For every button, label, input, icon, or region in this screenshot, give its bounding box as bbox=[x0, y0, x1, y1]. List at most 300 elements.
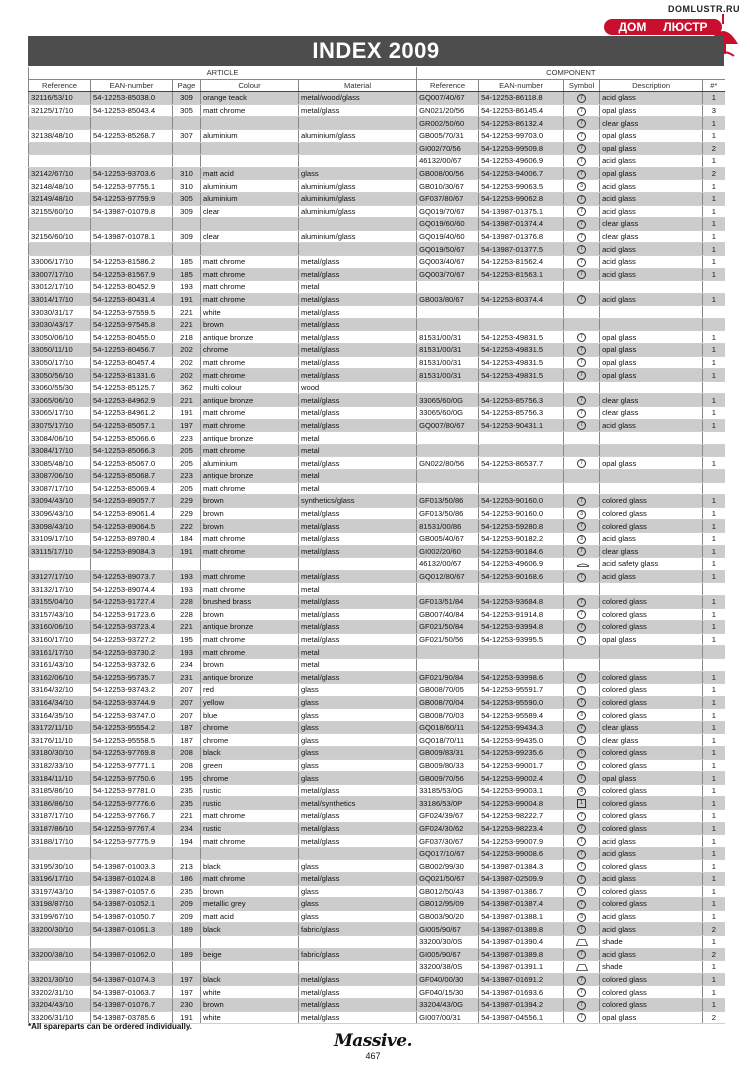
component-quantity: 1 bbox=[703, 293, 725, 306]
article-reference: 33030/31/17 bbox=[29, 306, 91, 319]
component-symbol bbox=[564, 381, 600, 394]
table-row bbox=[29, 759, 725, 772]
article-reference: 32125/17/10 bbox=[29, 104, 91, 117]
table-row bbox=[29, 961, 725, 974]
article-reference: 33087/17/10 bbox=[29, 482, 91, 495]
table-row bbox=[29, 570, 725, 583]
component-ean: 54-13987-01394.2 bbox=[479, 998, 564, 1011]
article-material bbox=[299, 961, 417, 974]
article-colour: black bbox=[201, 923, 299, 936]
component-description bbox=[600, 470, 703, 483]
component-description: colored glass bbox=[600, 621, 703, 634]
article-material: glass bbox=[299, 898, 417, 911]
article-ean: 54-13987-01061.3 bbox=[91, 923, 173, 936]
article-ean bbox=[91, 935, 173, 948]
article-reference: 33155/04/10 bbox=[29, 595, 91, 608]
component-symbol bbox=[564, 432, 600, 445]
component-reference: GQ018/60/11 bbox=[417, 721, 479, 734]
article-colour: green bbox=[201, 759, 299, 772]
component-ean: 54-12253-49831.5 bbox=[479, 356, 564, 369]
component-description: acid glass bbox=[600, 835, 703, 848]
article-page bbox=[173, 243, 201, 256]
article-material bbox=[299, 935, 417, 948]
page-number: 467 bbox=[365, 1051, 381, 1061]
component-symbol bbox=[564, 709, 600, 722]
component-symbol bbox=[564, 507, 600, 520]
component-quantity bbox=[703, 306, 725, 319]
circle-symbol-icon: 7 bbox=[577, 333, 586, 342]
component-quantity: 1 bbox=[703, 218, 725, 231]
component-reference bbox=[417, 646, 479, 659]
component-quantity bbox=[703, 281, 725, 294]
component-reference bbox=[417, 432, 479, 445]
table-row bbox=[29, 432, 725, 445]
article-colour bbox=[201, 155, 299, 168]
article-ean: 54-12253-91723.6 bbox=[91, 608, 173, 621]
article-reference bbox=[29, 218, 91, 231]
article-page: 205 bbox=[173, 482, 201, 495]
article-reference: 33204/43/10 bbox=[29, 998, 91, 1011]
article-reference: 33195/30/10 bbox=[29, 860, 91, 873]
circle-symbol-icon: 7 bbox=[577, 459, 586, 468]
article-page: 234 bbox=[173, 822, 201, 835]
circle-symbol-icon: 7 bbox=[577, 522, 586, 531]
article-material bbox=[299, 243, 417, 256]
component-ean: 54-12253-90431.1 bbox=[479, 419, 564, 432]
article-ean: 54-12253-89057.7 bbox=[91, 495, 173, 508]
article-colour bbox=[201, 218, 299, 231]
component-symbol bbox=[564, 621, 600, 634]
article-colour: yellow bbox=[201, 696, 299, 709]
article-material: metal/glass bbox=[299, 973, 417, 986]
circle-symbol-icon: 7 bbox=[577, 547, 586, 556]
article-material: metal/glass bbox=[299, 407, 417, 420]
component-quantity: 1 bbox=[703, 961, 725, 974]
article-reference: 33164/32/10 bbox=[29, 684, 91, 697]
component-quantity: 1 bbox=[703, 255, 725, 268]
component-ean: 54-12253-80374.4 bbox=[479, 293, 564, 306]
article-material: aluminium/glass bbox=[299, 129, 417, 142]
component-description bbox=[600, 658, 703, 671]
component-description: acid glass bbox=[600, 293, 703, 306]
article-material: glass bbox=[299, 910, 417, 923]
component-ean: 54-12253-90160.0 bbox=[479, 507, 564, 520]
article-reference: 33030/43/17 bbox=[29, 318, 91, 331]
col-header-colour: Colour bbox=[201, 79, 299, 92]
circle-symbol-icon: 7 bbox=[577, 207, 586, 216]
component-description: clear glass bbox=[600, 394, 703, 407]
article-ean: 54-12253-93730.2 bbox=[91, 646, 173, 659]
article-reference: 33127/17/10 bbox=[29, 570, 91, 583]
component-description: acid glass bbox=[600, 192, 703, 205]
component-reference: GB009/80/33 bbox=[417, 759, 479, 772]
component-ean: 54-12253-49831.5 bbox=[479, 331, 564, 344]
article-colour: black bbox=[201, 973, 299, 986]
component-quantity: 1 bbox=[703, 205, 725, 218]
component-reference: GF021/50/84 bbox=[417, 621, 479, 634]
component-ean: 54-12253-99235.6 bbox=[479, 747, 564, 760]
table-row bbox=[29, 104, 725, 117]
article-reference: 32142/67/10 bbox=[29, 167, 91, 180]
component-quantity bbox=[703, 318, 725, 331]
article-page: 222 bbox=[173, 520, 201, 533]
component-quantity: 1 bbox=[703, 344, 725, 357]
component-symbol bbox=[564, 684, 600, 697]
article-colour: white bbox=[201, 986, 299, 999]
article-page: 202 bbox=[173, 356, 201, 369]
component-quantity bbox=[703, 482, 725, 495]
article-colour: chrome bbox=[201, 734, 299, 747]
article-ean bbox=[91, 218, 173, 231]
article-material: glass bbox=[299, 885, 417, 898]
article-material: metal/glass bbox=[299, 1011, 417, 1024]
article-colour: rustic bbox=[201, 797, 299, 810]
article-page: 309 bbox=[173, 205, 201, 218]
article-material: metal/glass bbox=[299, 532, 417, 545]
article-reference bbox=[29, 243, 91, 256]
article-material: metal/glass bbox=[299, 331, 417, 344]
component-symbol bbox=[564, 205, 600, 218]
circle-symbol-icon: 7 bbox=[577, 900, 586, 909]
table-row bbox=[29, 532, 725, 545]
table-row bbox=[29, 973, 725, 986]
article-ean bbox=[91, 558, 173, 571]
article-page: 189 bbox=[173, 923, 201, 936]
article-page: 235 bbox=[173, 885, 201, 898]
circle-symbol-icon: 7 bbox=[577, 925, 586, 934]
article-reference: 32155/60/10 bbox=[29, 205, 91, 218]
article-ean: 54-12253-85125.7 bbox=[91, 381, 173, 394]
col-header-component-reference: Reference bbox=[417, 79, 479, 92]
component-description: clear glass bbox=[600, 117, 703, 130]
col-header-quantity: #* bbox=[703, 79, 725, 92]
article-page: 228 bbox=[173, 608, 201, 621]
article-colour bbox=[201, 935, 299, 948]
component-ean: 54-12253-81563.1 bbox=[479, 268, 564, 281]
article-ean: 54-12253-81331.6 bbox=[91, 369, 173, 382]
circle-symbol-icon: 7 bbox=[577, 258, 586, 267]
table-row bbox=[29, 318, 725, 331]
component-quantity: 1 bbox=[703, 998, 725, 1011]
col-header-page: Page bbox=[173, 79, 201, 92]
circle-symbol-icon: 7 bbox=[577, 761, 586, 770]
component-symbol bbox=[564, 948, 600, 961]
component-reference: GI002/20/60 bbox=[417, 545, 479, 558]
article-reference: 33206/31/10 bbox=[29, 1011, 91, 1024]
article-ean: 54-12253-85268.7 bbox=[91, 129, 173, 142]
article-ean: 54-12253-85066.6 bbox=[91, 432, 173, 445]
article-ean: 54-12253-85067.0 bbox=[91, 457, 173, 470]
index-table-body bbox=[29, 92, 725, 1024]
square-symbol-icon: 1 bbox=[577, 799, 586, 808]
component-reference: GF013/50/86 bbox=[417, 507, 479, 520]
circle-symbol-icon: 3 bbox=[577, 510, 586, 519]
component-reference: GF024/39/67 bbox=[417, 810, 479, 823]
article-material bbox=[299, 155, 417, 168]
article-material: metal/glass bbox=[299, 293, 417, 306]
article-material bbox=[299, 847, 417, 860]
table-row bbox=[29, 218, 725, 231]
component-symbol bbox=[564, 394, 600, 407]
article-material: metal bbox=[299, 646, 417, 659]
component-quantity bbox=[703, 658, 725, 671]
article-ean bbox=[91, 155, 173, 168]
component-symbol bbox=[564, 734, 600, 747]
component-reference: GI002/70/56 bbox=[417, 142, 479, 155]
circle-symbol-icon: 7 bbox=[577, 421, 586, 430]
component-quantity: 1 bbox=[703, 621, 725, 634]
table-row bbox=[29, 986, 725, 999]
article-reference bbox=[29, 117, 91, 130]
component-reference: GB008/70/04 bbox=[417, 696, 479, 709]
component-reference: GI005/90/67 bbox=[417, 948, 479, 961]
component-quantity bbox=[703, 432, 725, 445]
article-page: 208 bbox=[173, 747, 201, 760]
circle-symbol-icon: 7 bbox=[577, 195, 586, 204]
component-symbol bbox=[564, 255, 600, 268]
article-material: metal/glass bbox=[299, 595, 417, 608]
component-description: colored glass bbox=[600, 784, 703, 797]
component-description: colored glass bbox=[600, 822, 703, 835]
component-description: opal glass bbox=[600, 331, 703, 344]
article-colour: matt chrome bbox=[201, 419, 299, 432]
circle-symbol-icon: 7 bbox=[577, 749, 586, 758]
article-reference: 33065/17/10 bbox=[29, 407, 91, 420]
component-reference bbox=[417, 281, 479, 294]
component-quantity: 1 bbox=[703, 369, 725, 382]
article-material: glass bbox=[299, 721, 417, 734]
component-ean: 54-13987-01389.8 bbox=[479, 948, 564, 961]
article-ean: 54-12253-85038.0 bbox=[91, 92, 173, 105]
article-ean: 54-13987-01050.7 bbox=[91, 910, 173, 923]
article-page: 207 bbox=[173, 696, 201, 709]
circle-symbol-icon: 7 bbox=[577, 976, 586, 985]
component-description: colored glass bbox=[600, 759, 703, 772]
component-reference: GQ007/80/67 bbox=[417, 419, 479, 432]
table-row bbox=[29, 129, 725, 142]
component-reference: 46132/00/67 bbox=[417, 558, 479, 571]
table-row bbox=[29, 772, 725, 785]
article-colour: matt acid bbox=[201, 167, 299, 180]
table-row bbox=[29, 205, 725, 218]
article-material: metal/glass bbox=[299, 633, 417, 646]
component-reference: GI007/00/31 bbox=[417, 1011, 479, 1024]
component-description: acid glass bbox=[600, 873, 703, 886]
component-ean: 54-13987-01376.8 bbox=[479, 230, 564, 243]
article-reference bbox=[29, 142, 91, 155]
article-colour: matt chrome bbox=[201, 281, 299, 294]
component-reference: GQ003/70/67 bbox=[417, 268, 479, 281]
component-quantity: 2 bbox=[703, 948, 725, 961]
page-title: INDEX 2009 bbox=[28, 36, 724, 66]
component-symbol bbox=[564, 218, 600, 231]
article-reference: 33200/30/10 bbox=[29, 923, 91, 936]
component-quantity: 1 bbox=[703, 520, 725, 533]
component-symbol bbox=[564, 935, 600, 948]
component-reference: GB007/40/84 bbox=[417, 608, 479, 621]
component-symbol bbox=[564, 545, 600, 558]
article-material: glass bbox=[299, 759, 417, 772]
component-ean: 54-12253-90160.0 bbox=[479, 495, 564, 508]
article-material: metal bbox=[299, 583, 417, 596]
component-reference: GF037/30/67 bbox=[417, 835, 479, 848]
article-colour: brown bbox=[201, 658, 299, 671]
component-reference: 33200/38/0S bbox=[417, 961, 479, 974]
article-material: metal/glass bbox=[299, 520, 417, 533]
article-page: 221 bbox=[173, 621, 201, 634]
article-material: metal/glass bbox=[299, 255, 417, 268]
col-header-reference: Reference bbox=[29, 79, 91, 92]
component-quantity: 1 bbox=[703, 734, 725, 747]
component-symbol bbox=[564, 570, 600, 583]
table-row bbox=[29, 230, 725, 243]
article-colour: chrome bbox=[201, 344, 299, 357]
component-description: acid glass bbox=[600, 419, 703, 432]
component-quantity: 1 bbox=[703, 268, 725, 281]
table-row bbox=[29, 595, 725, 608]
component-reference: GB010/30/67 bbox=[417, 180, 479, 193]
article-material: fabric/glass bbox=[299, 923, 417, 936]
article-reference bbox=[29, 961, 91, 974]
table-row bbox=[29, 142, 725, 155]
component-description: acid glass bbox=[600, 92, 703, 105]
article-ean: 54-13987-01052.1 bbox=[91, 898, 173, 911]
article-material: metal/glass bbox=[299, 419, 417, 432]
article-ean: 54-13987-01062.0 bbox=[91, 948, 173, 961]
article-page: 191 bbox=[173, 1011, 201, 1024]
article-page: 191 bbox=[173, 545, 201, 558]
component-ean: 54-12253-86132.4 bbox=[479, 117, 564, 130]
table-row bbox=[29, 709, 725, 722]
article-reference: 33164/34/10 bbox=[29, 696, 91, 709]
article-ean: 54-12253-85043.4 bbox=[91, 104, 173, 117]
component-ean: 54-12253-99063.5 bbox=[479, 180, 564, 193]
table-row bbox=[29, 910, 725, 923]
component-description: colored glass bbox=[600, 986, 703, 999]
component-description: colored glass bbox=[600, 507, 703, 520]
table-row bbox=[29, 192, 725, 205]
component-reference: 81531/00/31 bbox=[417, 344, 479, 357]
component-symbol bbox=[564, 910, 600, 923]
circle-symbol-icon: 7 bbox=[577, 988, 586, 997]
article-ean: 54-12253-80452.9 bbox=[91, 281, 173, 294]
article-ean: 54-13987-01074.3 bbox=[91, 973, 173, 986]
article-colour: matt chrome bbox=[201, 407, 299, 420]
component-reference: GB009/83/31 bbox=[417, 747, 479, 760]
article-ean: 54-12253-81586.2 bbox=[91, 255, 173, 268]
article-colour: red bbox=[201, 684, 299, 697]
component-symbol bbox=[564, 998, 600, 1011]
component-symbol bbox=[564, 986, 600, 999]
component-symbol bbox=[564, 860, 600, 873]
article-page: 234 bbox=[173, 658, 201, 671]
article-page: 209 bbox=[173, 910, 201, 923]
article-page bbox=[173, 935, 201, 948]
component-ean: 54-13987-02509.9 bbox=[479, 873, 564, 886]
component-quantity: 1 bbox=[703, 129, 725, 142]
table-row bbox=[29, 470, 725, 483]
component-reference bbox=[417, 444, 479, 457]
article-page bbox=[173, 117, 201, 130]
component-description: acid glass bbox=[600, 948, 703, 961]
article-ean: 54-13987-01003.3 bbox=[91, 860, 173, 873]
component-ean bbox=[479, 381, 564, 394]
component-ean: 54-12253-99062.8 bbox=[479, 192, 564, 205]
component-quantity: 1 bbox=[703, 117, 725, 130]
component-description: opal glass bbox=[600, 344, 703, 357]
col-header-material: Material bbox=[299, 79, 417, 92]
component-description: colored glass bbox=[600, 885, 703, 898]
article-page: 218 bbox=[173, 331, 201, 344]
article-reference bbox=[29, 558, 91, 571]
table-row bbox=[29, 696, 725, 709]
component-reference: GQ019/60/60 bbox=[417, 218, 479, 231]
article-colour: antique bronze bbox=[201, 331, 299, 344]
table-row bbox=[29, 923, 725, 936]
component-reference: GB003/80/67 bbox=[417, 293, 479, 306]
article-page: 197 bbox=[173, 973, 201, 986]
circle-symbol-icon: 7 bbox=[577, 157, 586, 166]
article-colour: matt chrome bbox=[201, 482, 299, 495]
component-quantity: 1 bbox=[703, 608, 725, 621]
component-quantity: 1 bbox=[703, 885, 725, 898]
article-reference: 33050/56/10 bbox=[29, 369, 91, 382]
article-reference: 33160/06/10 bbox=[29, 621, 91, 634]
article-reference: 33161/43/10 bbox=[29, 658, 91, 671]
circle-symbol-icon: 7 bbox=[577, 598, 586, 607]
article-colour bbox=[201, 558, 299, 571]
table-row bbox=[29, 356, 725, 369]
component-description: opal glass bbox=[600, 167, 703, 180]
article-ean: 54-12253-97559.5 bbox=[91, 306, 173, 319]
component-reference: GB009/70/56 bbox=[417, 772, 479, 785]
article-ean: 54-12253-80456.7 bbox=[91, 344, 173, 357]
article-ean: 54-12253-97776.6 bbox=[91, 797, 173, 810]
component-quantity: 1 bbox=[703, 595, 725, 608]
article-colour: matt chrome bbox=[201, 583, 299, 596]
component-quantity: 1 bbox=[703, 633, 725, 646]
component-description: acid safety glass bbox=[600, 558, 703, 571]
article-colour: brushed brass bbox=[201, 595, 299, 608]
component-symbol bbox=[564, 583, 600, 596]
component-symbol bbox=[564, 873, 600, 886]
article-ean: 54-12253-97545.8 bbox=[91, 318, 173, 331]
component-description bbox=[600, 318, 703, 331]
component-symbol bbox=[564, 747, 600, 760]
component-quantity: 3 bbox=[703, 104, 725, 117]
article-page: 193 bbox=[173, 281, 201, 294]
component-quantity: 1 bbox=[703, 92, 725, 105]
article-ean: 54-12253-93723.4 bbox=[91, 621, 173, 634]
component-ean: 54-12253-94006.7 bbox=[479, 167, 564, 180]
article-page: 362 bbox=[173, 381, 201, 394]
article-material: metal/glass bbox=[299, 268, 417, 281]
component-reference: 33185/53/0G bbox=[417, 784, 479, 797]
circle-symbol-icon: 7 bbox=[577, 673, 586, 682]
article-page: 231 bbox=[173, 671, 201, 684]
component-symbol bbox=[564, 885, 600, 898]
component-reference: GQ021/50/67 bbox=[417, 873, 479, 886]
article-page: 202 bbox=[173, 344, 201, 357]
article-ean: 54-12253-97755.1 bbox=[91, 180, 173, 193]
article-reference: 33188/17/10 bbox=[29, 835, 91, 848]
article-page: 185 bbox=[173, 268, 201, 281]
table-row bbox=[29, 860, 725, 873]
article-ean: 54-12253-97775.9 bbox=[91, 835, 173, 848]
component-symbol bbox=[564, 1011, 600, 1024]
component-reference: 81531/00/86 bbox=[417, 520, 479, 533]
table-row bbox=[29, 608, 725, 621]
